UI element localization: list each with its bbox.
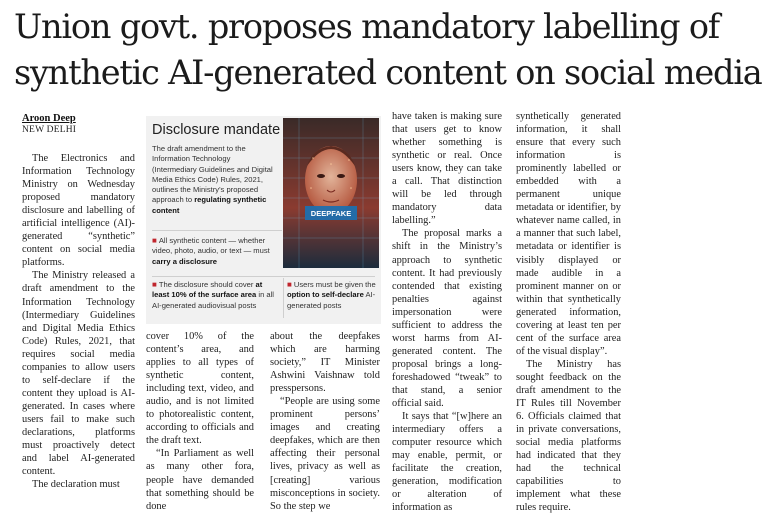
bullet-square-icon: ■ [152, 280, 157, 289]
disclosure-mandate-infobox [146, 116, 381, 324]
headline-line-2: synthetic AI-generated content on social media [14, 53, 762, 92]
dateline: NEW DELHI [22, 125, 77, 135]
article-column-4 [392, 110, 502, 514]
article-column-5 [516, 110, 621, 514]
bullet-square-icon: ■ [287, 280, 292, 289]
paragraph: “In Parliament as well as many other fora, people have demanded that something should be done [146, 448, 254, 512]
paragraph: about the deepfakes which are harming society,” IT Minister Ashwini Vaishnaw told presspersons. [270, 331, 380, 395]
paragraph: cover 10% of the content’s area, and applies to all types of synthetic content, including text, video, and audio, and is not limited to photorealistic content, according to officials and the draft text. [146, 331, 254, 447]
paragraph: have taken is making sure that users get to know whether something is synthetic or real. Once users know, they can take a call. That distinction will be led through mandatory data labelling.” [392, 111, 502, 227]
headline-line-1: Union govt. proposes mandatory labelling of [14, 7, 719, 46]
paragraph: The Electronics and Information Technology Ministry on Wednesday proposed mandatory disclosure and labelling of artificial intelligence (AI)-generated “synthetic” content on social media platforms. [22, 153, 135, 269]
paragraph: The proposal marks a shift in the Ministry’s approach to synthetic content. It had previously contended that existing penalties against impersonation were sufficient to address the worst harms from AI-generated content. The proposal brings a long-foreshadowed “tweak” to that stand, a senior official said. [392, 228, 502, 410]
article-column-3 [270, 330, 380, 513]
article-column-1 [22, 152, 135, 491]
infobox-intro [152, 144, 277, 216]
infobox-divider [152, 276, 375, 277]
infobox-divider [152, 230, 282, 231]
infobox-vertical-divider [283, 278, 284, 318]
paragraph: It says that “[w]here an intermediary offers a computer resource which may enable, permit, or facilitate the creation, generation, modification or alteration of information as [392, 411, 502, 514]
deepfake-face-illustration [283, 118, 379, 268]
article-column-2 [146, 330, 254, 513]
infobox-point-3: ■ Users must be given the option to self-declare AI-generated posts [287, 280, 376, 310]
infobox-point-1: ■ All synthetic content — whether video, photo, audio, or text — must carry a disclosure [152, 236, 270, 266]
infobox-point-2: ■ The disclosure should cover at least 10% of the surface area in all AI-generated audiovisual posts [152, 280, 274, 310]
deepfake-label: DEEPFAKE [310, 209, 352, 218]
infobox-intro-text: The draft amendment to the Information Technology (Intermediary Guidelines and Digital Media Ethics Code) Rules, 2021, outlines the Ministry's proposed approach to [152, 144, 273, 205]
paragraph: “People are using some prominent persons’ images and creating deepfakes, which are then affecting their personal lives, privacy as well as [creating] various misconceptions in society. So the step we [270, 396, 380, 512]
paragraph: The declaration must [32, 479, 120, 491]
author-name: Aroon Deep [22, 113, 76, 124]
bullet-square-icon: ■ [152, 236, 157, 245]
infobox-title: Disclosure mandate [152, 122, 281, 138]
byline [22, 113, 76, 135]
paragraph: synthetically generated information, it shall ensure that every such information is prominently labelled or embedded with a permanent unique metadata or identifier, by whatever name called, in a manner that such label, metadata or identifier is visibly displayed or made audible in a prominent manner on or within that synthetically generated information, covering at least ten per cent of the surface area of the visual display”. [516, 111, 621, 357]
infobox-intro-bold: regulating synthetic content [152, 195, 267, 215]
headline [14, 4, 762, 96]
paragraph: The Ministry released a draft amendment to the Information Technology (Intermediary Guidelines and Digital Media Ethics Code) Rules, 2021, that requires social media companies to allow users to self-declare if the content they upload is AI-generated. In cases where users fail to make such declarations, platforms must proactively detect and label AI-generated content. [22, 270, 135, 478]
paragraph: The Ministry has sought feedback on the draft amendment to the IT Rules till November 6. Officials claimed that in private conversations, social media platforms had indicated that they had the technical capabilities to implement what these rules require. [516, 358, 621, 514]
